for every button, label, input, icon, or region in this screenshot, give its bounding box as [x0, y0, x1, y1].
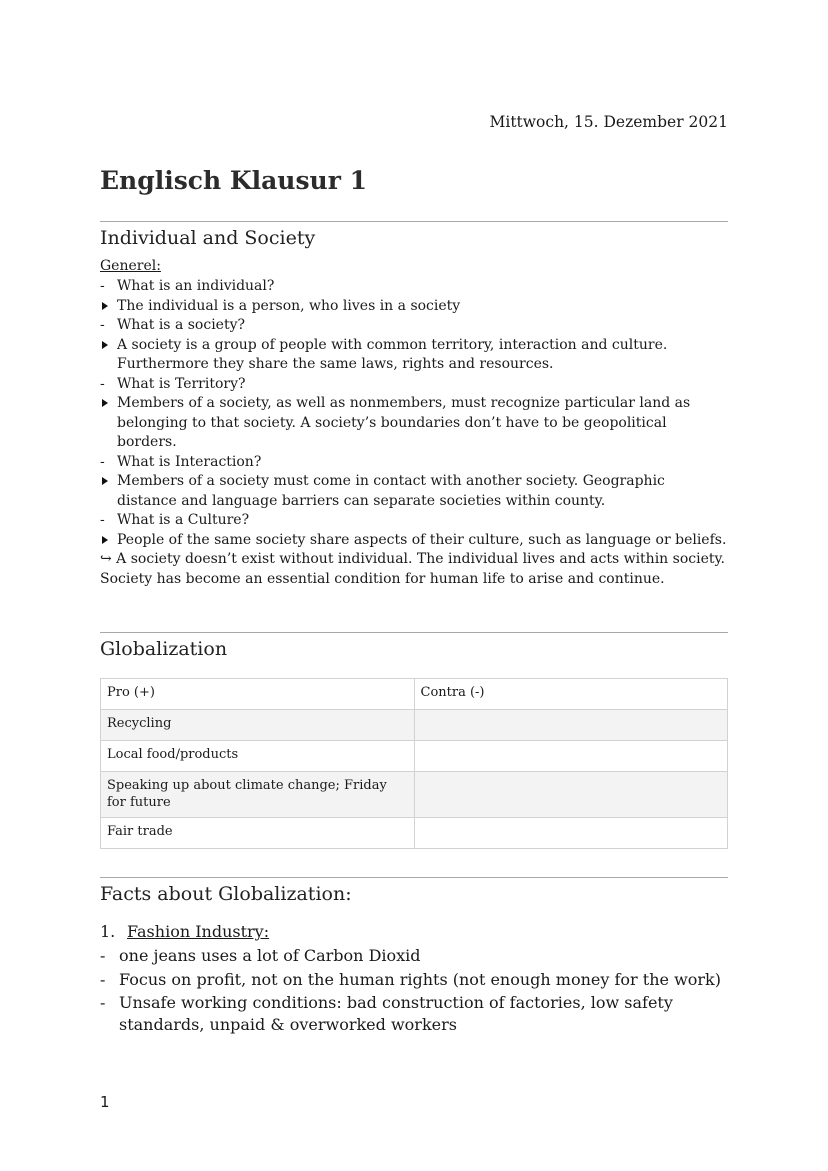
- dash-marker: [100, 511, 114, 531]
- qa-list: [100, 277, 728, 550]
- table-cell-contra: [414, 741, 728, 772]
- dash-marker: [100, 969, 105, 991]
- table-cell-contra: [414, 772, 728, 818]
- dash-marker: [100, 277, 114, 297]
- table-row: [101, 772, 728, 818]
- subheading-generel: Generel:: [100, 258, 161, 274]
- list-item-text: Members of a society, as well as nonmembers, must recognize particular land as belonging to that society. A society’s boundaries don’t have to be geopolitical borders.: [117, 395, 691, 450]
- list-item: [100, 472, 728, 511]
- list-item: [100, 277, 728, 297]
- table-cell-pro: Recycling: [101, 710, 415, 741]
- list-item-text: What is a Culture?: [117, 512, 250, 528]
- dash-marker: [100, 375, 114, 395]
- item-number: 1.: [100, 922, 116, 941]
- section-heading-globalization: Globalization: [100, 638, 228, 660]
- fashion-industry-list: [100, 945, 728, 1038]
- table-row: [101, 818, 728, 849]
- divider-1: [100, 221, 728, 222]
- item-title: Fashion Industry:: [127, 922, 270, 941]
- pro-contra-table: [100, 678, 728, 849]
- table-header-pro: Pro (+): [101, 679, 415, 710]
- page-number: 1: [100, 1093, 110, 1111]
- table-cell-pro: Fair trade: [101, 818, 415, 849]
- list-item: [100, 969, 728, 991]
- list-item: [100, 375, 728, 395]
- list-item: [100, 531, 728, 551]
- table-cell-contra: [414, 710, 728, 741]
- table-header-row: [101, 679, 728, 710]
- table-cell-pro: Speaking up about climate change; Friday for future: [101, 772, 415, 818]
- list-item-text: one jeans uses a lot of Carbon Dioxid: [119, 946, 421, 965]
- list-item-text: Focus on profit, not on the human rights (not enough money for the work): [119, 969, 721, 989]
- list-item: [100, 336, 728, 375]
- page-title: Englisch Klausur 1: [100, 166, 368, 195]
- table-cell-contra: [414, 818, 728, 849]
- dash-marker: [100, 992, 105, 1014]
- list-item-text: What is an individual?: [117, 278, 275, 294]
- list-item: [100, 297, 728, 317]
- list-item-text: The individual is a person, who lives in a society: [117, 297, 461, 314]
- divider-3: [100, 877, 728, 878]
- table-header-contra: Contra (-): [414, 679, 728, 710]
- list-item-text: What is Interaction?: [117, 453, 262, 470]
- facts-numbered-item: [100, 922, 269, 941]
- list-item-text: Members of a society must come in contact with another society. Geographic distance and language barriers can separate societies within county.: [117, 473, 665, 509]
- list-item-text: A society is a group of people with common territory, interaction and culture. Furthermore they share the same laws, rights and resources.: [117, 336, 668, 372]
- list-item-text: What is Territory?: [117, 375, 246, 392]
- list-item-text: Unsafe working conditions: bad construction of factories, low safety standards, unpaid & overworked workers: [119, 993, 673, 1034]
- list-item: [100, 453, 728, 473]
- list-item: [100, 316, 728, 336]
- page-date: Mittwoch, 15. Dezember 2021: [489, 113, 728, 131]
- list-item-text: What is a society?: [117, 317, 245, 333]
- list-item: [100, 945, 728, 967]
- list-item: [100, 394, 728, 453]
- table-row: [101, 710, 728, 741]
- list-item: [100, 511, 728, 531]
- table-row: [101, 741, 728, 772]
- divider-2: [100, 632, 728, 633]
- dash-marker: [100, 316, 114, 336]
- dash-marker: [100, 945, 105, 967]
- list-item-text: People of the same society share aspects of their culture, such as language or beliefs.: [117, 531, 727, 548]
- table-cell-pro: Local food/products: [101, 741, 415, 772]
- conclusion-paragraph: ↪ A society doesn’t exist without individual. The individual lives and acts within society. Society has become an essential condition for human life to arise and continue.: [100, 551, 725, 587]
- list-item: [100, 992, 728, 1036]
- section-heading-individual-society: Individual and Society: [100, 227, 316, 249]
- dash-marker: [100, 453, 114, 473]
- section-heading-facts: Facts about Globalization:: [100, 883, 352, 905]
